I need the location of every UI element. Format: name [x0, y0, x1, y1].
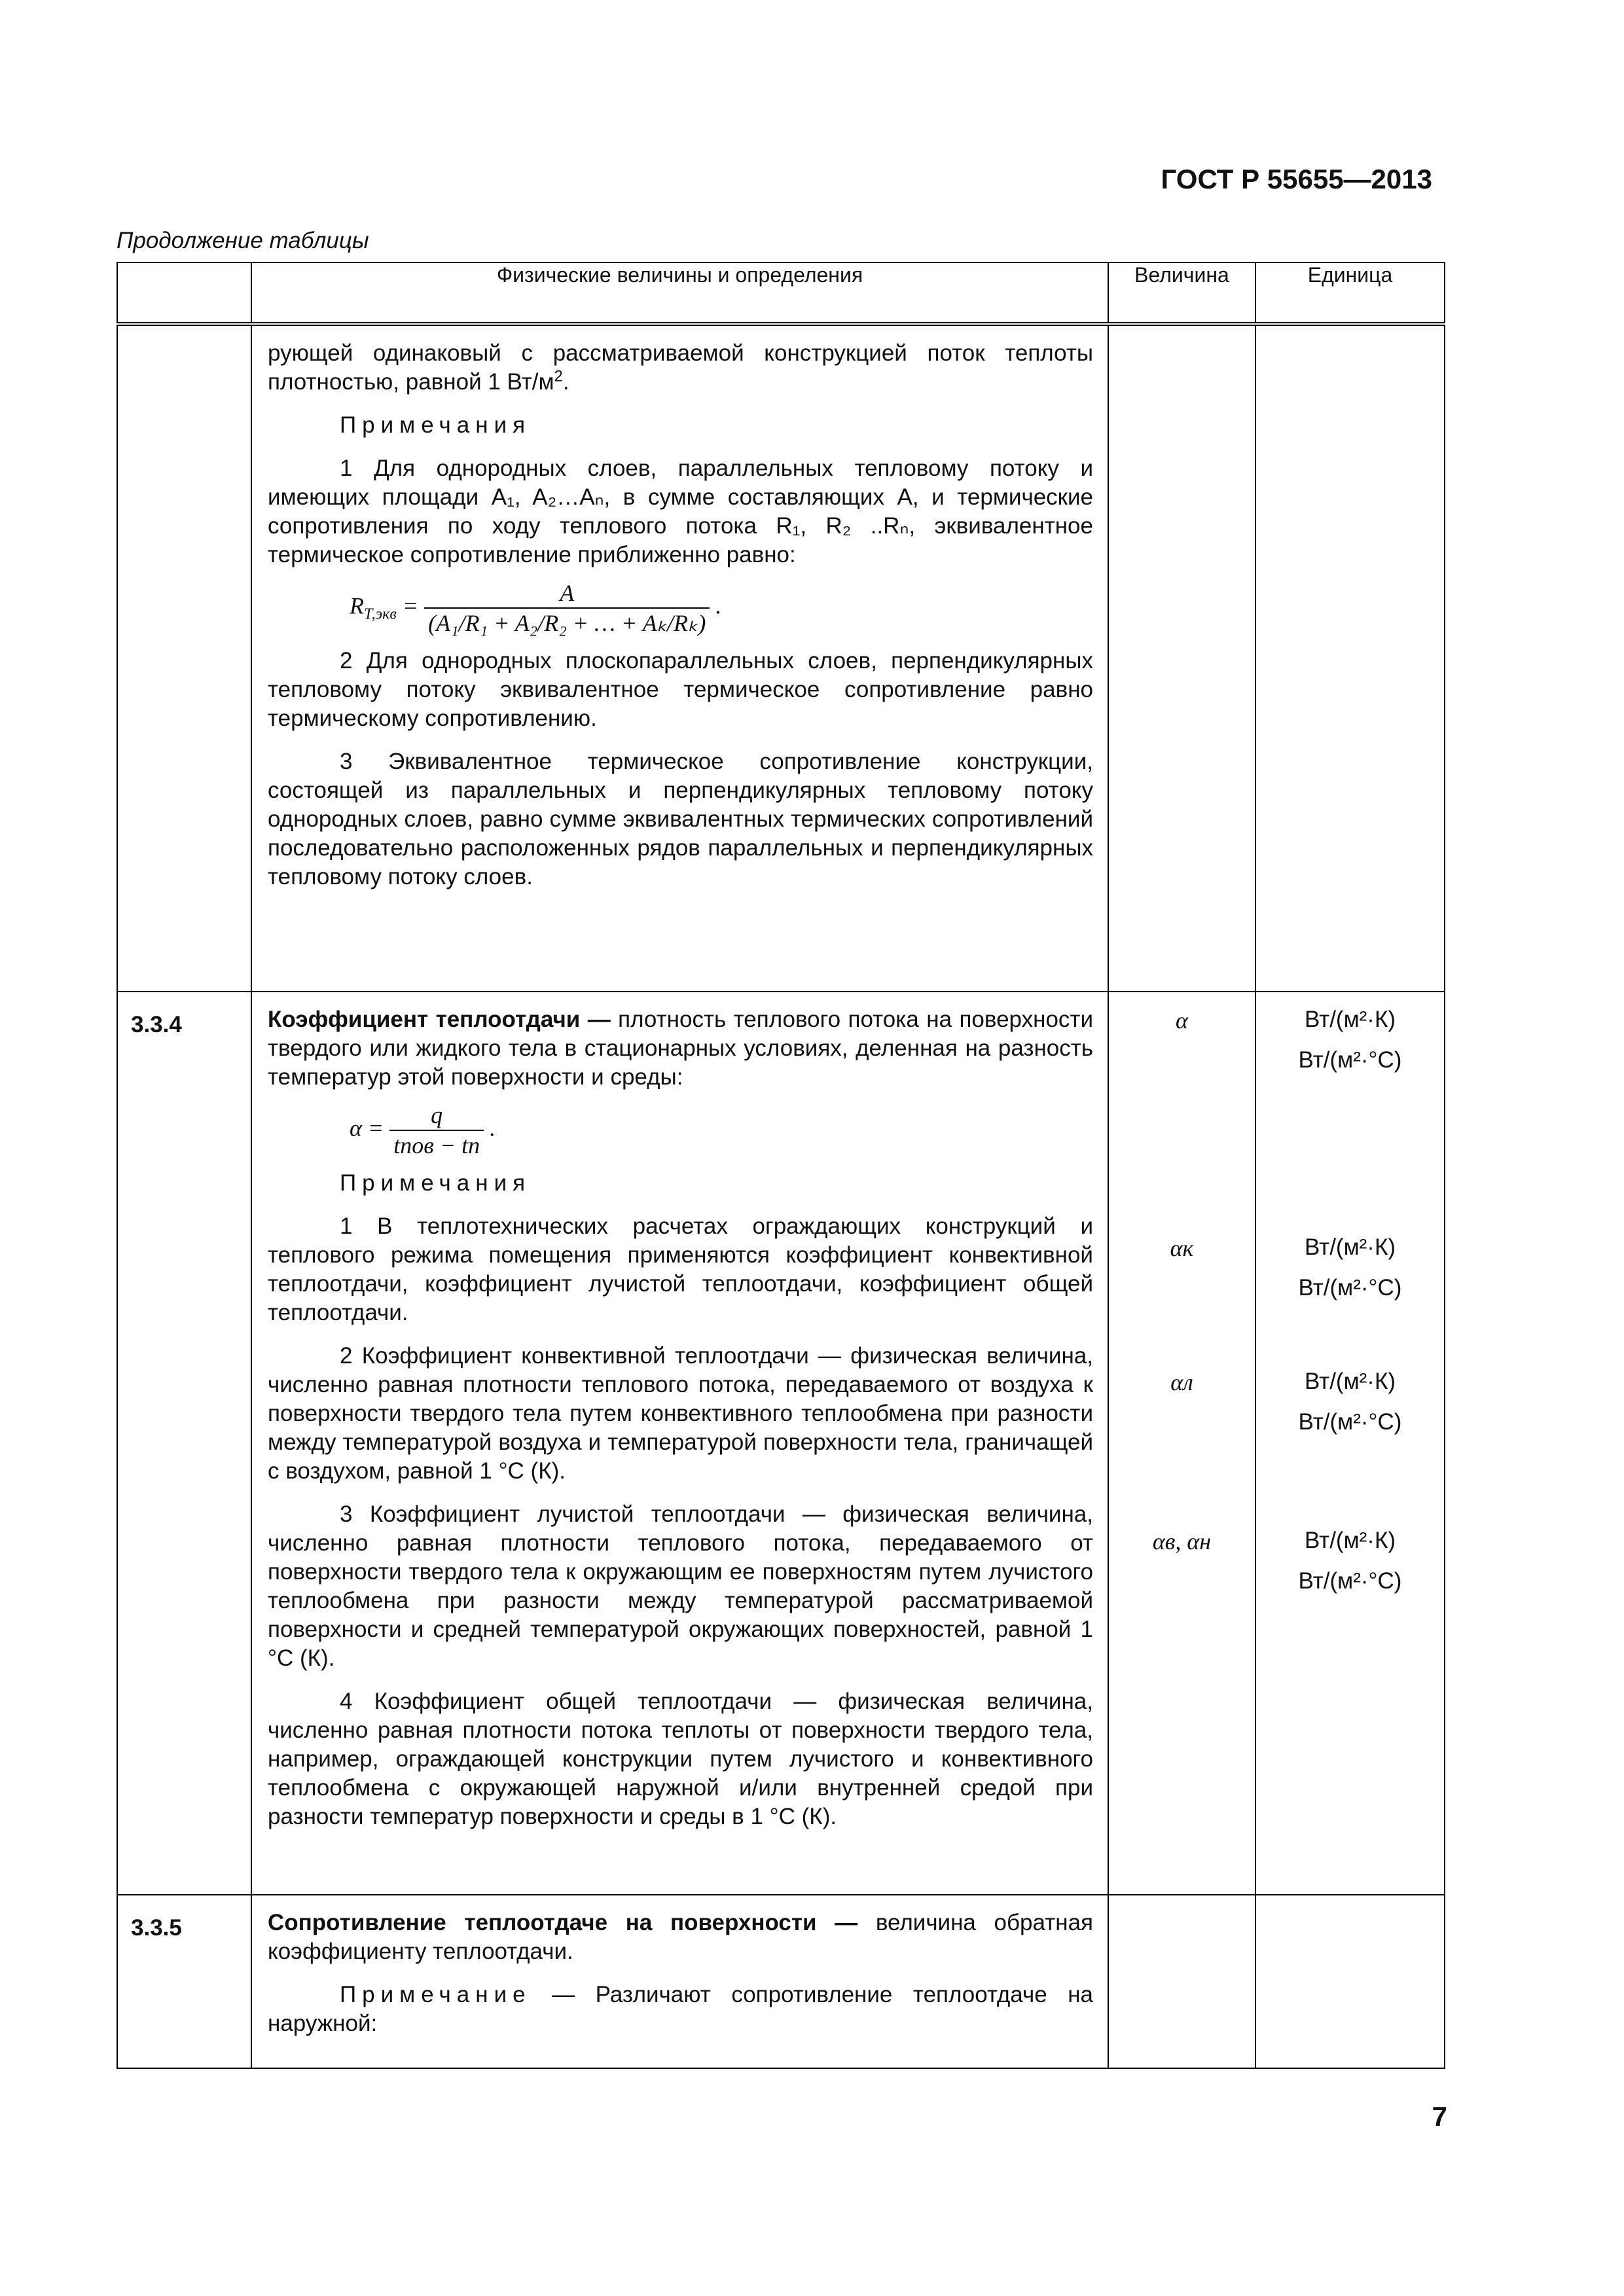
- symbol-alpha: α: [1176, 1007, 1188, 1033]
- term: Коэффициент теплоотдачи —: [268, 1007, 611, 1032]
- unit-wm2c: Вт/(м²·°С): [1298, 1568, 1402, 1594]
- page-number: 7: [1432, 2101, 1447, 2132]
- table-header-row: [117, 262, 1445, 324]
- definition-cell: [251, 992, 1108, 1895]
- symbol-alpha-v-n: αв, αн: [1152, 1528, 1212, 1554]
- unit-wm2c: Вт/(м²·°С): [1298, 1409, 1402, 1435]
- table-row: [117, 992, 1445, 1895]
- note: Примечание — Различают сопротивление теплоотдаче на наружной:: [268, 1982, 1093, 2036]
- unit-wm2k: Вт/(м²·К): [1304, 1528, 1396, 1553]
- header-number: [117, 262, 251, 324]
- note-3: 3 Коэффициент лучистой теплоотдачи — физическая величина, численно равная плотности теплового потока, передаваемого от поверхности твердого тела к окружающим ее поверхностям путем лучистого теплообмена при разности между температурой рассматриваемой поверхности и средней температурой окружающих поверхностей, равной 1 °С (К).: [268, 1501, 1093, 1671]
- table-row: [117, 1895, 1445, 2068]
- note-2: 2 Для однородных плоскопараллельных слоев, перпендикулярных тепловому потоку эквивалентное термическое сопротивление равно термическому сопротивлению.: [268, 648, 1093, 731]
- row-number: 3.3.4: [117, 992, 251, 1895]
- unit-cell: [1255, 324, 1445, 992]
- symbol-alpha-l: αл: [1170, 1369, 1193, 1395]
- quantity-cell: [1108, 324, 1255, 992]
- definition-cell: [251, 324, 1108, 992]
- header-unit: Единица: [1255, 262, 1445, 324]
- symbol-alpha-k: αк: [1170, 1235, 1194, 1261]
- unit-wm2k: Вт/(м²·К): [1304, 1369, 1396, 1394]
- table-continuation-label: Продолжение таблицы: [117, 228, 369, 253]
- row-number: 3.3.5: [117, 1895, 251, 2068]
- note-4: 4 Коэффициент общей теплоотдачи — физическая величина, численно равная плотности потока теплоты от поверхности твердого тела, например, ограждающей конструкции путем лучистого и конвективного теплообмена с окружающей наружной и/или внутренней средой при разности температур поверхности и среды в 1 °С (К).: [268, 1689, 1093, 1829]
- notes-title: Примечания: [340, 1170, 532, 1196]
- equivalent-resistance-formula: $R_{T,экв}$ = $\frac{A}{\text{(A₁/R₁ + A₂/R₂ + … + Aₖ/Rₖ)}}$ .: [350, 580, 722, 636]
- notes-title: Примечания: [340, 412, 532, 438]
- definition-cell: [251, 1895, 1108, 2068]
- note-1: 1 Для однородных слоев, параллельных тепловому потоку и имеющих площади A₁, A₂…Aₙ, в сумме составляющих A, и термические сопротивления по ходу теплового потока R₁, R₂ ..Rₙ, эквивалентное термическое сопротивление приближенно равно:: [268, 456, 1093, 567]
- header-quantity: Величина: [1108, 262, 1255, 324]
- continuation-text: рующей одинаковый с рассматриваемой конструкцией поток теплоты плотностью, равной 1 $Вт/м^2$.: [268, 340, 1093, 395]
- row-number: [117, 324, 251, 992]
- unit-wm2k: Вт/(м²·К): [1304, 1007, 1396, 1032]
- header-definitions: Физические величины и определения: [251, 262, 1108, 324]
- table-row: [117, 324, 1445, 992]
- term-definition: Сопротивление теплоотдаче на поверхности — величина обратная коэффициенту теплоотдачи.: [268, 1910, 1093, 1964]
- standard-number: ГОСТ Р 55655—2013: [1161, 164, 1432, 194]
- quantity-cell: [1108, 1895, 1255, 2068]
- unit-wm2c: Вт/(м²·°С): [1298, 1047, 1402, 1073]
- heat-transfer-formula: α = $\frac{q}{\text{tпов − tп}}$ .: [350, 1102, 496, 1158]
- term-definition: Коэффициент теплоотдачи — плотность теплового потока на поверхности твердого или жидкого тела в стационарных условиях, деленная на разность температур этой поверхности и среды:: [268, 1007, 1093, 1090]
- unit-wm2k: Вт/(м²·К): [1304, 1234, 1396, 1260]
- note-2: 2 Коэффициент конвективной теплоотдачи — физическая величина, численно равная плотности теплового потока, передаваемого от воздуха к поверхности твердого тела путем конвективного теплообмена при разности между температурой воздуха и температурой поверхности тела, граничащей с воздухом, равной 1 °С (К).: [268, 1343, 1093, 1484]
- unit-cell: [1255, 992, 1445, 1895]
- unit-wm2c: Вт/(м²·°С): [1298, 1275, 1402, 1300]
- note-1: 1 В теплотехнических расчетах ограждающих конструкций и теплового режима помещения применяются коэффициент конвективной теплоотдачи, коэффициент лучистой теплоотдачи, коэффициент общей теплоотдачи.: [268, 1213, 1093, 1325]
- term: Сопротивление теплоотдаче на поверхности —: [268, 1910, 858, 1935]
- quantity-cell: [1108, 992, 1255, 1895]
- unit-cell: [1255, 1895, 1445, 2068]
- note-3: 3 Эквивалентное термическое сопротивление конструкции, состоящей из параллельных и перпендикулярных тепловому потоку однородных слоев, равно сумме эквивалентных термических сопротивлений последовательно расположенных рядов параллельных и перпендикулярных тепловому потоку слоев.: [268, 749, 1093, 889]
- definitions-table: [117, 262, 1445, 2069]
